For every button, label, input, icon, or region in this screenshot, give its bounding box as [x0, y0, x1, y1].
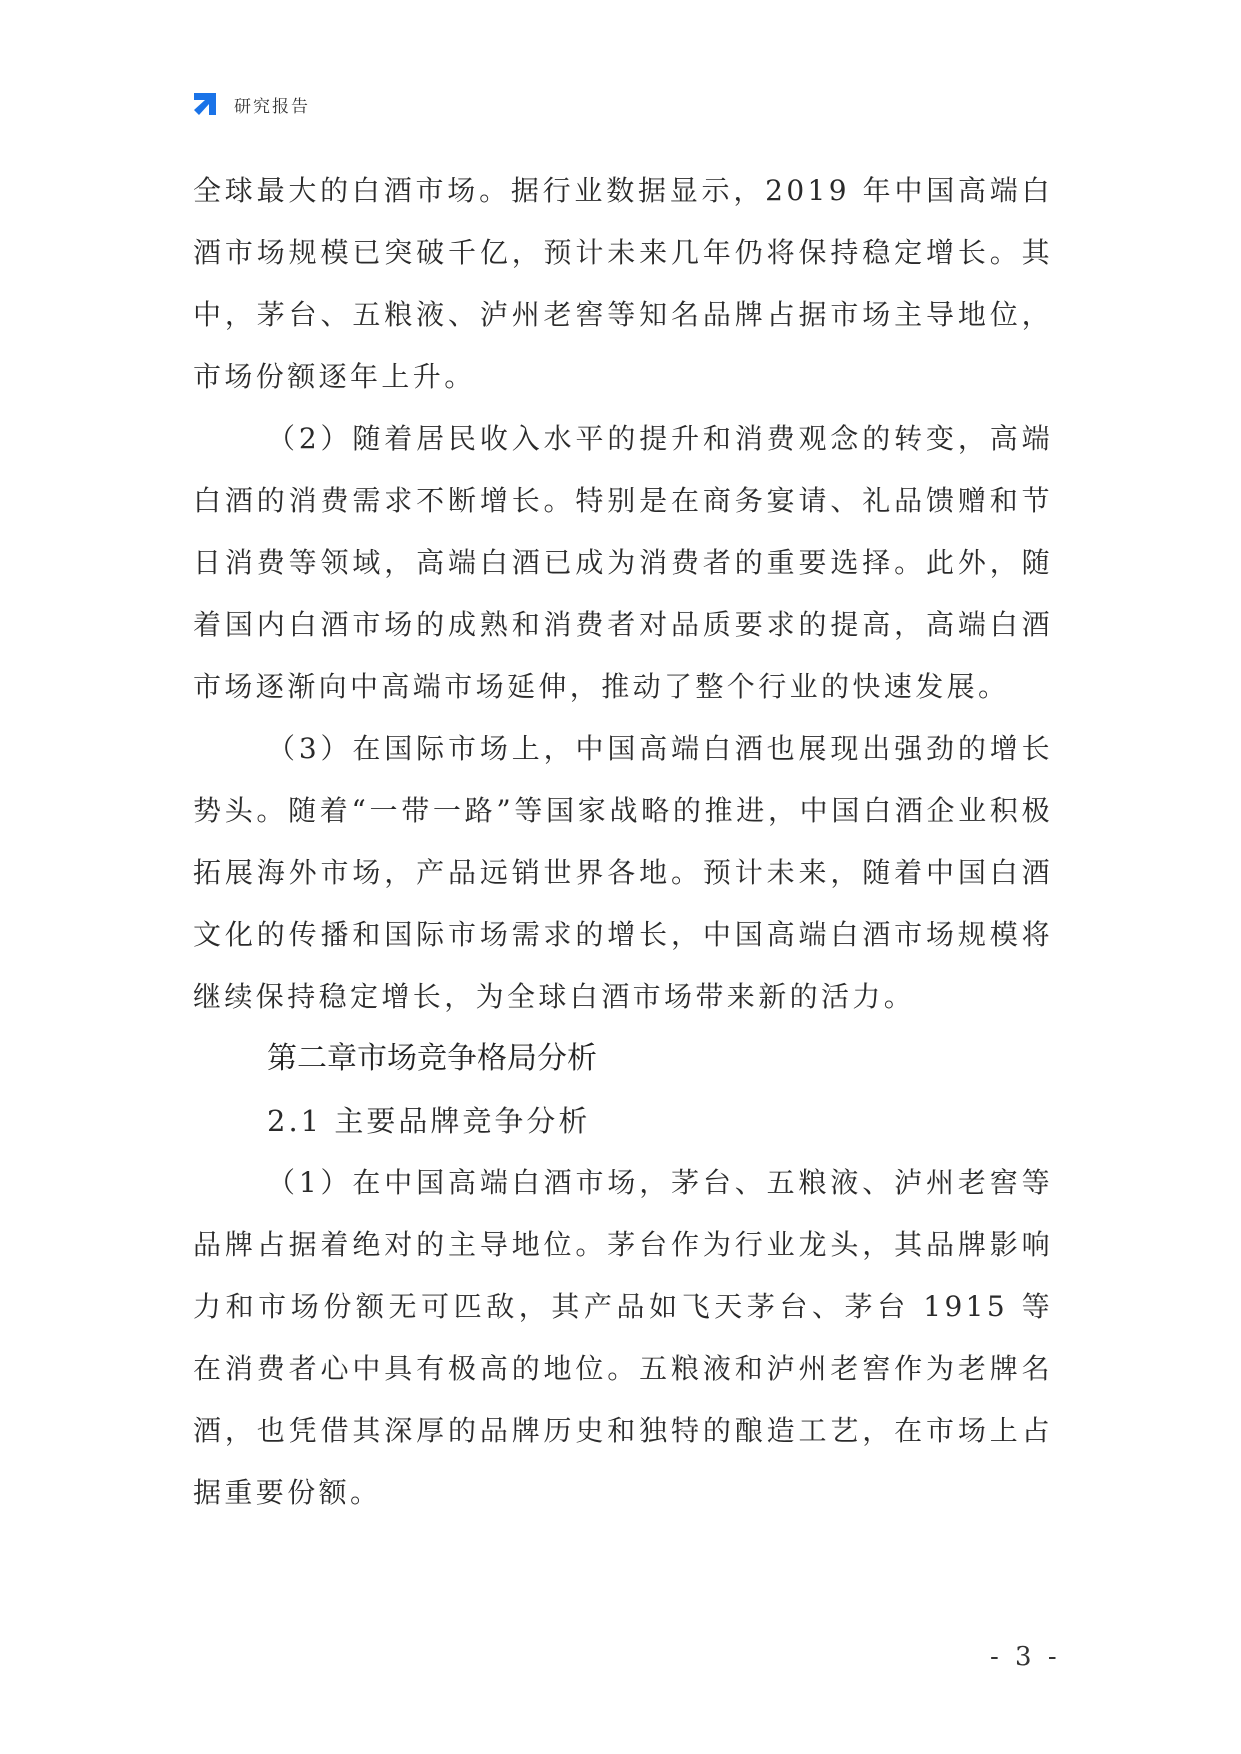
document-body: [193, 160, 1053, 1524]
paragraph-consumption-demand: （2）随着居民收入水平的提升和消费观念的转变，高端白酒的消费需求不断增长。特别是在商务宴请、礼品馈赠和节日消费等领域，高端白酒已成为消费者的重要选择。此外，随着国内白酒市场的成熟和消费者对品质要求的提高，高端白酒市场逐渐向中高端市场延伸，推动了整个行业的快速发展。: [193, 422, 1053, 703]
header-title: 研究报告: [234, 96, 310, 117]
paragraph-brand-competition: （1）在中国高端白酒市场，茅台、五粮液、泸州老窖等品牌占据着绝对的主导地位。茅台作为行业龙头，其品牌影响力和市场份额无可匹敌，其产品如飞天茅台、茅台 1915 等在消费者心中具有极高的地位。五粮液和泸州老窖作为老牌名酒，也凭借其深厚的品牌历史和独特的酿造工艺，在市场上占据重要份额。: [193, 1166, 1053, 1509]
paragraph-market-size: 全球最大的白酒市场。据行业数据显示，2019 年中国高端白酒市场规模已突破千亿，预计未来几年仍将保持稳定增长。其中，茅台、五粮液、泸州老窖等知名品牌占据市场主导地位，市场份额逐年上升。: [193, 174, 1053, 393]
paragraph-international-market: （3）在国际市场上，中国高端白酒也展现出强劲的增长势头。随着“一带一路”等国家战略的推进，中国白酒企业积极拓展海外市场，产品远销世界各地。预计未来，随着中国白酒文化的传播和国际市场需求的增长，中国高端白酒市场规模将继续保持稳定增长，为全球白酒市场带来新的活力。: [193, 732, 1053, 1013]
page-number: - 3 -: [990, 1642, 1061, 1672]
arrow-logo-icon: [190, 89, 220, 119]
section-title: 2.1 主要品牌竞争分析: [267, 1104, 591, 1138]
page-header: [190, 86, 310, 122]
chapter-title: 第二章市场竞争格局分析: [267, 1041, 597, 1076]
